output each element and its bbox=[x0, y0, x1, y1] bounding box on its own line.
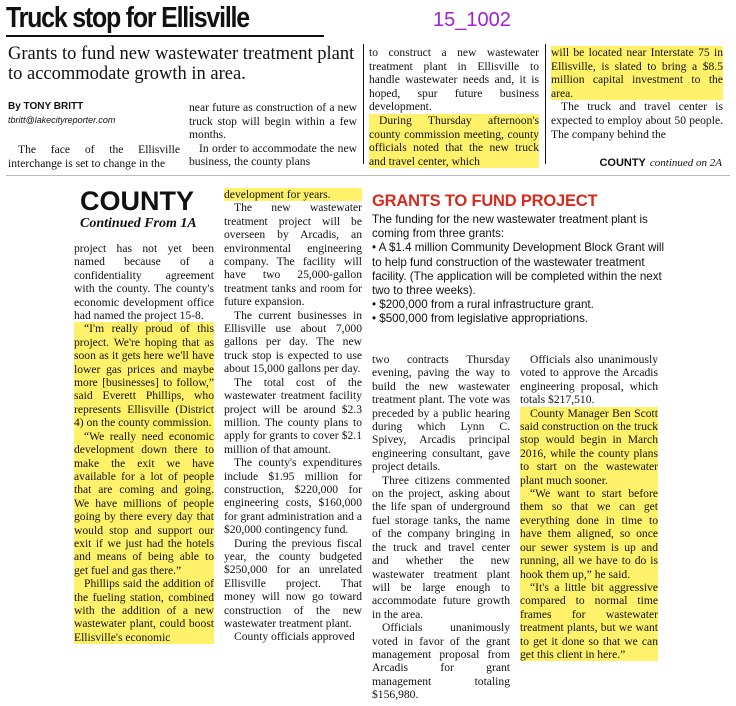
sidebar-item: • $200,000 from a rural infrastructure grant. bbox=[372, 298, 594, 312]
paragraph: Officials unanimously voted in favor of the grant management proposal from Arcadis for grant management totaling $156,980. bbox=[372, 621, 510, 702]
cont-col-b bbox=[224, 188, 362, 644]
sidebar-intro: The funding for the new wastewater treatment plant is coming from three grants: bbox=[372, 213, 648, 241]
paragraph: project has not yet been named because of a confidentiality agreement with the county. The county's economic development office had named the project 15-8. bbox=[74, 242, 214, 323]
top-col-4 bbox=[551, 46, 723, 141]
paragraph: to construct a new wastewater treatment plant in Ellisville to handle wastewater needs and, it is hoped, spur future business development. bbox=[369, 46, 539, 114]
paragraph: Three citizens commented on the project, asking about the life span of underground fuel storage tanks, the name of the company bringing in the truck and travel center and whether the new wastewater treatment plant will be large enough to accommodate future growth in the area. bbox=[372, 473, 510, 621]
jump-word: COUNTY bbox=[599, 157, 646, 169]
byline-email: tbritt@lakecityreporter.com bbox=[8, 115, 116, 125]
paragraph: Officials also unanimously voted to approve the Arcadis engineering proposal, which totals $217,510. bbox=[520, 353, 658, 407]
top-col-3 bbox=[369, 46, 539, 168]
sidebar-item: • A $1.4 million Community Development Block Grant will to help fund construction of the wastewater treatment facility. (The application will be completed within the next two to three weeks). bbox=[372, 241, 665, 298]
sidebar-item: • $500,000 from legislative appropriations. bbox=[372, 312, 589, 326]
paragraph: The new wastewater treatment project will be overseen by Arcadis, an environmental engineering company. The facility will have two 25,000-gallon treatment tanks and room for future expansion. bbox=[224, 201, 362, 309]
column-rule bbox=[545, 44, 546, 164]
jump-text: continued on 2A bbox=[649, 157, 722, 169]
quote-paragraph: “We want to start before them so that we can get everything done in time to have them aligned, so once our sewer system is up and running, all we have to do is hook them up,” he said. bbox=[520, 487, 658, 581]
highlighted-block bbox=[74, 322, 214, 644]
column-rule bbox=[363, 44, 364, 164]
top-col-2 bbox=[189, 101, 357, 169]
byline-author: By TONY BRITT bbox=[8, 101, 84, 112]
sidebar-title: GRANTS TO FUND PROJECT bbox=[372, 192, 598, 210]
cont-col-d bbox=[520, 353, 658, 661]
headline-underline bbox=[6, 35, 324, 37]
highlighted-block bbox=[520, 407, 658, 662]
highlighted-paragraph: development for years. bbox=[224, 188, 362, 201]
quote-paragraph: “We really need economic development down there to make the exit we have available for a lot of people that are coming and going. We have millions of people going by there every day that would stop and support our exit if we just had the hotels and means of being able to get fuel and gas there.” bbox=[74, 429, 214, 577]
top-col-1 bbox=[8, 143, 180, 170]
highlighted-paragraph: During Thursday afternoon's county commission meeting, county officials noted that the new truck and travel center, which bbox=[369, 113, 539, 168]
cont-col-c bbox=[372, 353, 510, 702]
continuation-subtitle: Continued From 1A bbox=[80, 216, 197, 231]
quote-paragraph: “I'm really proud of this project. We're hoping that as soon as it gets here we'll have lower gas prices and maybe more [businesses] to follow,” said Everett Phillips, who represents Ellisville (District 4) on the county commission. bbox=[74, 322, 214, 430]
cont-col-a bbox=[74, 242, 214, 644]
section-divider bbox=[6, 175, 730, 176]
quote-paragraph: “It's a little bit aggressive compared to normal time frames for wastewater treatment plants, but we want to get it done so that we can get this client in here.” bbox=[520, 580, 658, 661]
jump-line[interactable] bbox=[592, 155, 722, 170]
highlighted-paragraph: will be located near Interstate 75 in Ellisville, is slated to bring a $8.5 million capital investment to the area. bbox=[551, 46, 723, 100]
paragraph: two contracts Thursday evening, paving the way to build the new wastewater treatment plant. The vote was preceded by a public hearing during which Lynn C. Spivey, Arcadis principal engineering consultant, gave project details. bbox=[372, 353, 510, 474]
paragraph: The total cost of the wastewater treatment facility project will be around $2.3 million. The county plans to apply for grants to cover $2.1 million of that amount. bbox=[224, 375, 362, 456]
paragraph: The truck and travel center is expected to employ about 50 people. The company behind the bbox=[551, 100, 723, 141]
paragraph: The current businesses in Ellisville use about 7,000 gallons per day. The new truck stop is expected to use about 15,000 gallons per day. bbox=[224, 308, 362, 376]
paragraph: near future as construction of a new truck stop will begin within a few months. bbox=[189, 101, 357, 142]
paragraph: Phillips said the addition of the fueling station, combined with the addition of a new wastewater plant, could boost Ellisville's economic bbox=[74, 577, 214, 644]
headline: Truck stop for Ellisville bbox=[6, 2, 249, 34]
deck: Grants to fund new wastewater treatment plant to accommodate growth in area. bbox=[8, 44, 355, 84]
label-code: 15_1002 bbox=[433, 9, 511, 31]
paragraph: In order to accommodate the new business, the county plans bbox=[189, 141, 357, 169]
paragraph: The face of the Ellisville interchange is set to change in the bbox=[8, 143, 180, 170]
paragraph: During the previous fiscal year, the county budgeted $250,000 for an unrelated Ellisville project. That money will now go toward construction of the new wastewater treatment plant. bbox=[224, 536, 362, 630]
sidebar-body bbox=[372, 213, 672, 327]
continuation-title: COUNTY bbox=[80, 186, 194, 216]
paragraph: The county's expenditures include $1.95 million for construction, $220,000 for engineering costs, $160,000 for grant administration and a $20,000 contingency fund. bbox=[224, 456, 362, 537]
paragraph: County Manager Ben Scott said construction on the truck stop would begin in March 2016, while the county plans to start on the wastewater plant much sooner. bbox=[520, 406, 658, 487]
paragraph: County officials approved bbox=[234, 630, 355, 644]
